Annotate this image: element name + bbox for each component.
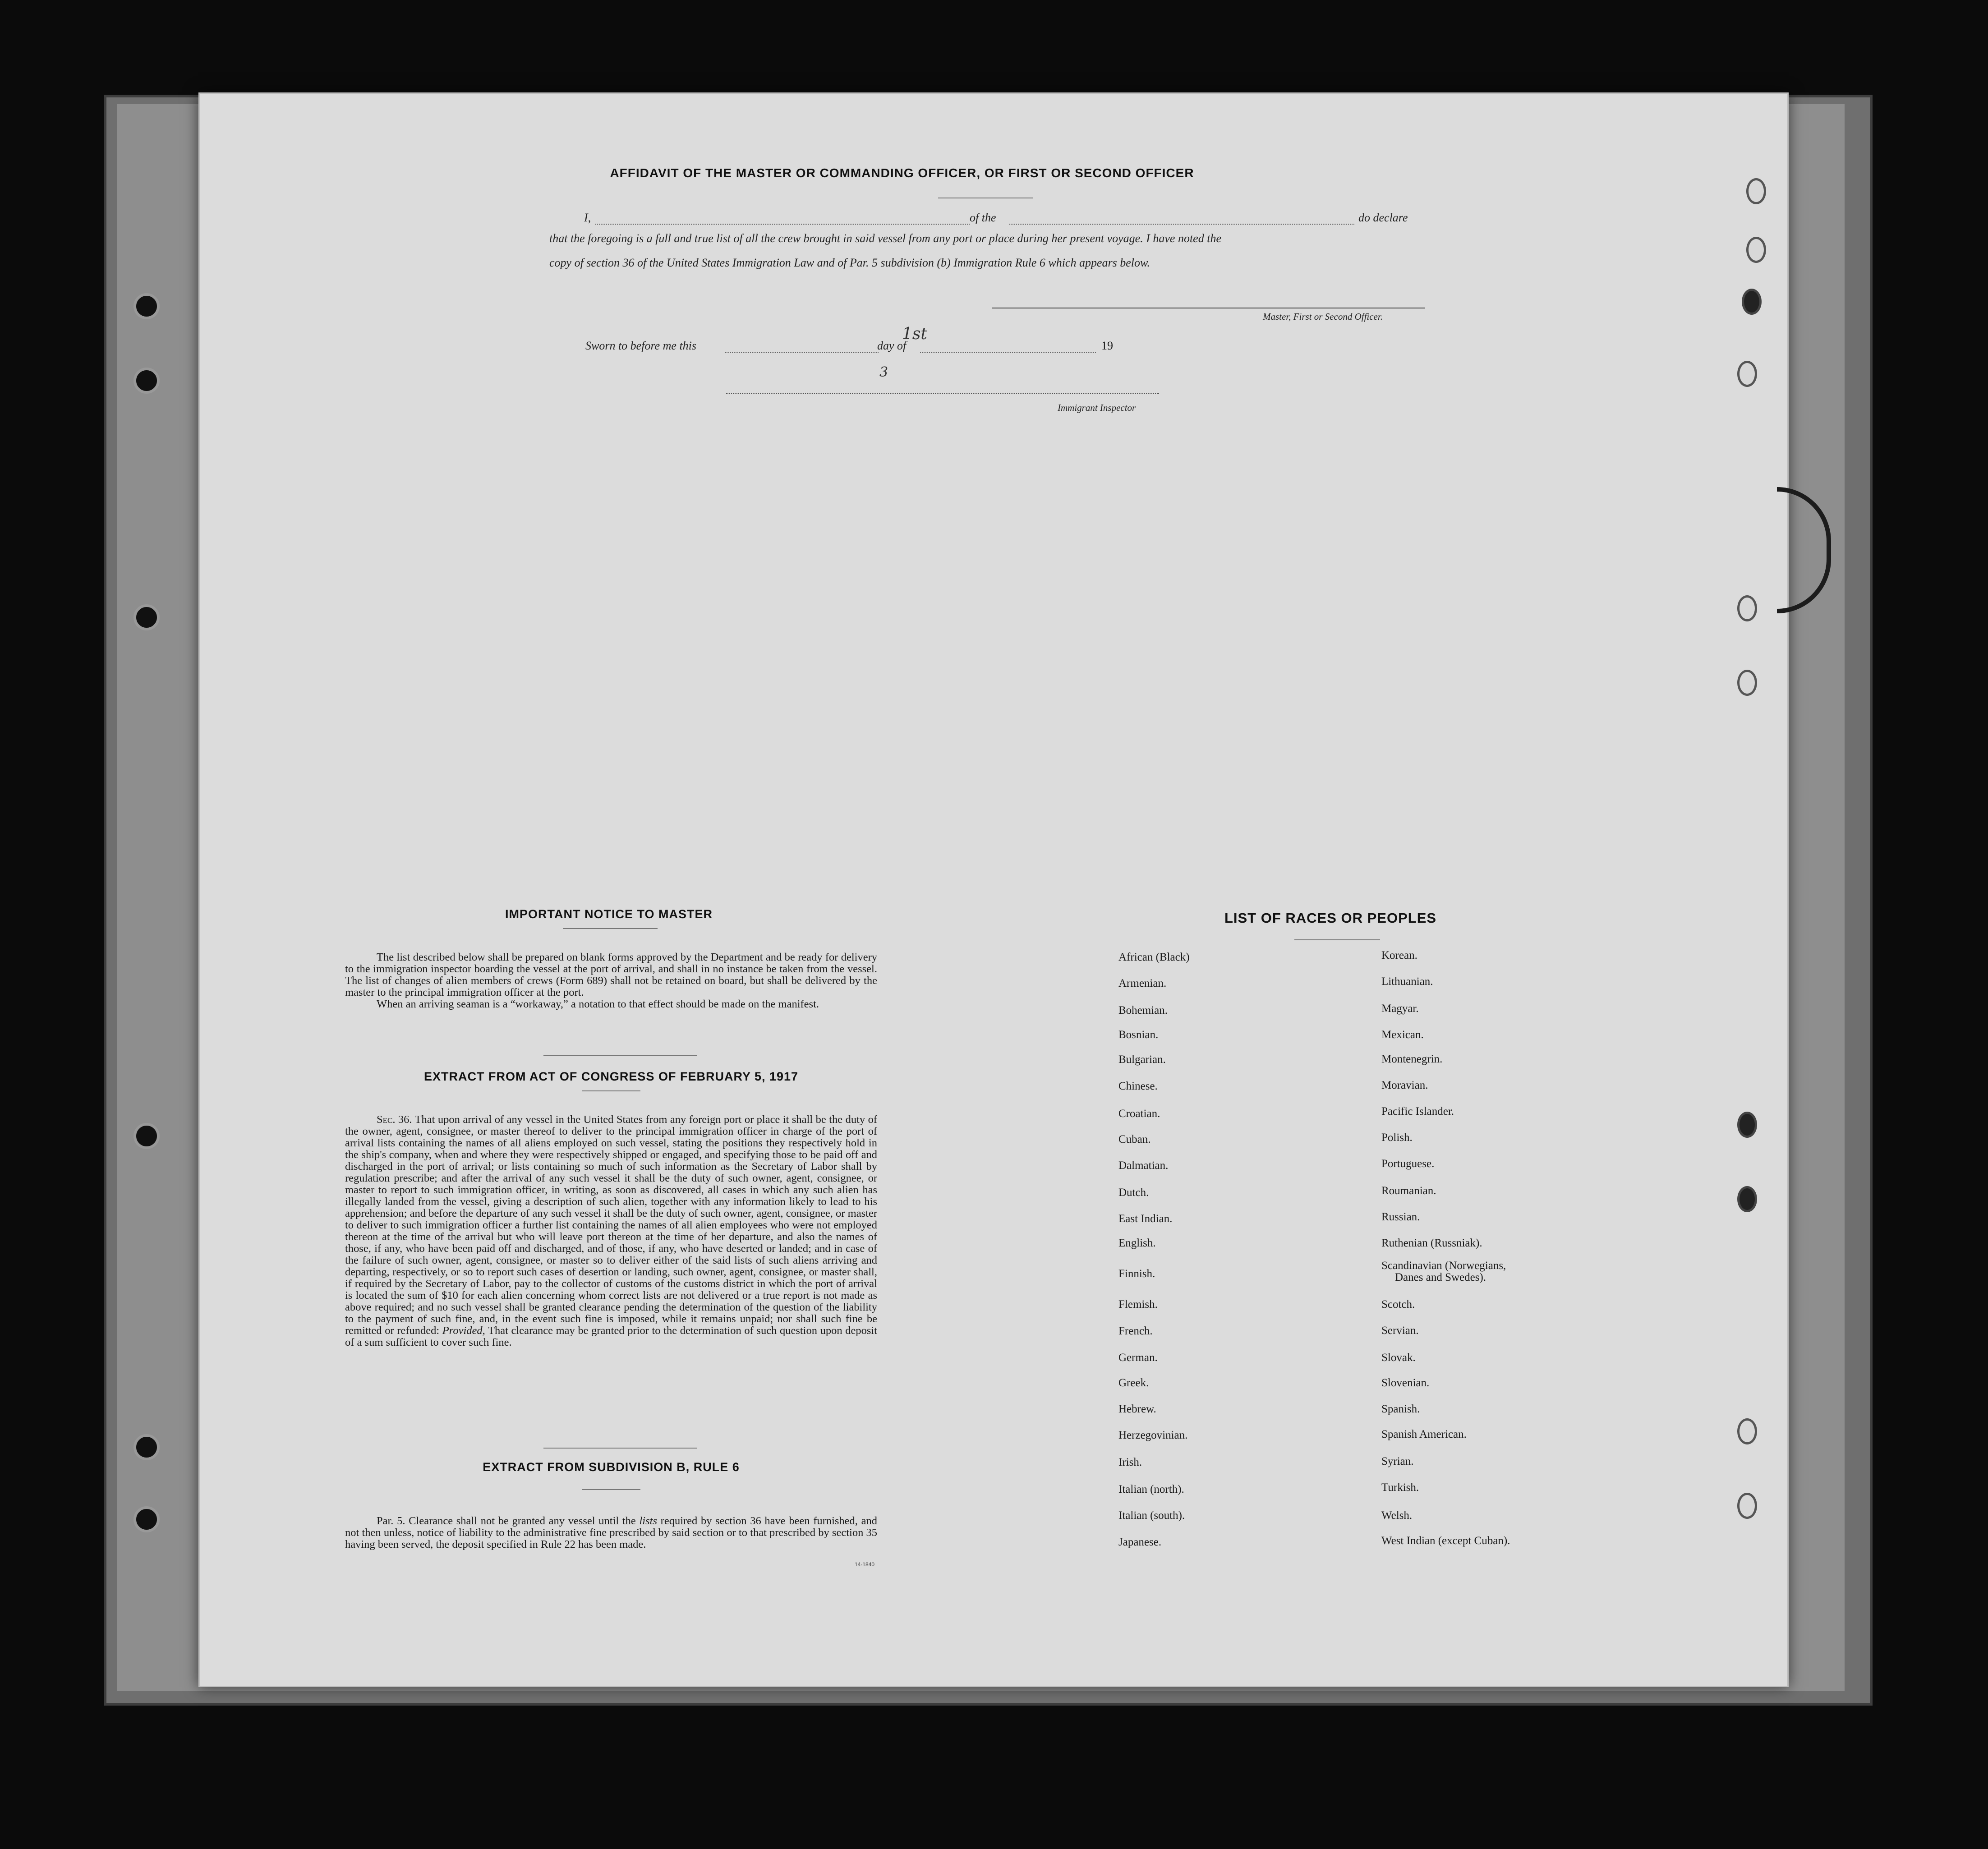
binder-hole-icon: [133, 1123, 160, 1149]
races-title: LIST OF RACES OR PEOPLES: [1224, 910, 1437, 926]
punch-hole-icon: [1742, 289, 1762, 315]
race-right-item: Welsh.: [1381, 1509, 1413, 1522]
notice-body: [345, 952, 877, 1010]
race-right-item: Russian.: [1381, 1211, 1420, 1223]
race-right-item: Magyar.: [1381, 1003, 1419, 1015]
race-left-item: German.: [1118, 1352, 1158, 1364]
race-left-item: Croatian.: [1118, 1108, 1160, 1120]
name-blank: [595, 223, 970, 225]
race-left-item: Finnish.: [1118, 1268, 1155, 1280]
act-text-end: That clearance may be granted prior to the determination of such question upon deposit of a sum sufficient to cover such fine.: [345, 1325, 877, 1348]
notice-title: IMPORTANT NOTICE TO MASTER: [505, 907, 713, 921]
rule-text-b: required by section 36 have been furnished, and not then unless, notice of liability to the administrative fine prescribed by said section or to that prescribed by section 35 having been served, the deposit specified in Rule 22 has been made.: [345, 1515, 877, 1550]
race-left-item: African (Black): [1118, 951, 1190, 963]
signature-line: [992, 307, 1425, 308]
race-right-item: Turkish.: [1381, 1481, 1419, 1494]
affidavit-of-the: of the: [970, 211, 996, 224]
race-right-item: Slovak.: [1381, 1352, 1416, 1364]
punch-hole-icon: [1737, 670, 1757, 696]
race-left-item: Herzegovinian.: [1118, 1429, 1188, 1441]
race-left-item: Italian (south).: [1118, 1509, 1185, 1522]
race-right-item: Portuguese.: [1381, 1158, 1435, 1170]
race-left-item: Dutch.: [1118, 1187, 1149, 1199]
race-right-item: Slovenian.: [1381, 1377, 1430, 1389]
race-left-item: Greek.: [1118, 1377, 1149, 1389]
race-right-item: Spanish American.: [1381, 1428, 1467, 1440]
race-right-item: Danes and Swedes).: [1395, 1271, 1486, 1283]
race-right-item: Spanish.: [1381, 1403, 1420, 1415]
affidavit-title: AFFIDAVIT OF THE MASTER OR COMMANDING OFFICER, OR FIRST OR SECOND OFFICER: [610, 166, 1194, 180]
handwritten-day: 1st: [902, 325, 927, 343]
binder-hole-icon: [133, 293, 160, 319]
punch-hole-icon: [1746, 237, 1766, 263]
punch-hole-icon: [1737, 1418, 1757, 1444]
race-right-item: Montenegrin.: [1381, 1053, 1443, 1065]
affidavit-line-3: copy of section 36 of the United States Immigration Law and of Par. 5 subdivision (b) Immigration Rule 6 which appears below.: [549, 256, 1150, 269]
binder-hole-icon: [133, 368, 160, 394]
act-extract-body: [345, 1114, 877, 1348]
sworn-text: Sworn to before me this: [585, 339, 697, 352]
section-label: Sec. 36.: [377, 1113, 412, 1126]
punch-hole-icon: [1746, 178, 1766, 204]
notice-paragraph-2: When an arriving seaman is a “workaway,” a notation to that effect should be made on the manifest.: [377, 998, 819, 1010]
binder-hole-icon: [133, 1434, 160, 1460]
race-right-item: Scotch.: [1381, 1298, 1415, 1311]
handwritten-month: 3: [879, 364, 888, 380]
sworn-month-blank: [920, 351, 1096, 353]
affidavit-i: I,: [584, 211, 591, 224]
notice-paragraph-1: The list described below shall be prepared on blank forms approved by the Department and be ready for delivery to the immigration inspector boarding the vessel at the port of arrival, and shall in no instance be taken from the vessel. The list of changes of alien members of crews (Form 689) shall not be retained on board, but shall be delivered by the master to the principal immigration officer at the port.: [345, 951, 877, 998]
race-left-item: Irish.: [1118, 1456, 1142, 1468]
race-left-item: Armenian.: [1118, 977, 1167, 989]
race-left-item: Dalmatian.: [1118, 1159, 1169, 1172]
section-divider: [543, 1055, 697, 1056]
act-text: That upon arrival of any vessel in the United States from any foreign port or place it shall be the duty of the owner, agent, consignee, or master thereof to deliver to the principal immigration officer in charge of the port of arrival lists containing the names of all aliens employed on such vessel, stating the positions they respectively hold in the ship's company, when and where they were respectively shipped or engaged, and specifying those to be paid off and discharged in the port of arrival; or lists containing so much of such information as the Secretary of Labor shall by regulation prescribe; and after the arrival of any such vessel it shall be the duty of such owner, agent, consignee, or master to report to such immigration officer, in writing, as soon as discovered, all cases in which any such alien has illegally landed from the vessel, giving a description of such alien, together with any information likely to lead to his apprehension; and before the departure of any such vessel it shall be the duty of such owner, agent, consignee, or master to deliver to such immigration officer a further list containing the names of all alien employees who were not employed thereon at the time of the arrival but who will leave port thereon at the time of her departure, and also the names of those, if any, who have been paid off and discharged, and of those, if any, who have deserted or landed; and in case of the failure of such owner, agent, consignee, or master so to deliver either of the said lists of such aliens arriving and departing, respectively, or so to report such cases of desertion or landing, such owner, agent, consignee, or master shall, if required by the Secretary of Labor, pay to the collector of customs of the customs district in which the port of arrival is located the sum of $10 for each alien concerning whom correct lists are not delivered or a true report is not made as above required; and no such vessel shall be granted clearance pending the determination of the question of the liability to the payment of such fine, and, in the event such fine is imposed, while it remains unpaid; nor shall such fine be remitted or refunded:: [345, 1113, 877, 1337]
sworn-year: 19: [1101, 339, 1113, 352]
race-right-item: West Indian (except Cuban).: [1381, 1535, 1510, 1547]
punch-hole-icon: [1737, 1493, 1757, 1519]
affidavit-do-declare: do declare: [1358, 211, 1408, 224]
races-title-rule: [1294, 939, 1380, 940]
inspector-caption: Immigrant Inspector: [1058, 402, 1136, 413]
race-right-item: Roumanian.: [1381, 1185, 1436, 1197]
signature-caption: Master, First or Second Officer.: [1263, 311, 1383, 322]
race-right-item: Servian.: [1381, 1325, 1419, 1337]
act-title-rule: [582, 1090, 640, 1091]
rule-extract-title: EXTRACT FROM SUBDIVISION B, RULE 6: [483, 1460, 740, 1474]
sworn-day-of: day of: [877, 339, 907, 352]
race-left-item: Cuban.: [1118, 1133, 1151, 1145]
vessel-blank: [1009, 223, 1354, 225]
binder-hole-icon: [133, 1506, 160, 1532]
notice-title-rule: [563, 928, 658, 929]
punch-hole-icon: [1737, 361, 1757, 387]
sworn-day-blank: [725, 351, 879, 353]
binder-hole-icon: [133, 604, 160, 630]
race-right-item: Ruthenian (Russniak).: [1381, 1237, 1482, 1249]
race-right-item: Moravian.: [1381, 1079, 1428, 1091]
rule-text-a: Par. 5. Clearance shall not be granted any vessel until the: [377, 1515, 640, 1527]
punch-hole-icon: [1737, 1112, 1757, 1138]
race-right-item: Lithuanian.: [1381, 975, 1433, 988]
race-right-item: Pacific Islander.: [1381, 1105, 1454, 1118]
act-extract-title: EXTRACT FROM ACT OF CONGRESS OF FEBRUARY 5, 1917: [423, 1070, 799, 1083]
rule-extract-body: [345, 1515, 877, 1550]
form-number: 14-1840: [855, 1561, 875, 1568]
race-left-item: Bosnian.: [1118, 1029, 1159, 1041]
rule-title-rule: [582, 1489, 640, 1490]
race-left-item: Bulgarian.: [1118, 1053, 1166, 1066]
race-left-item: English.: [1118, 1237, 1156, 1249]
rule-lists: lists: [639, 1515, 657, 1527]
race-left-item: Italian (north).: [1118, 1483, 1184, 1495]
race-left-item: Japanese.: [1118, 1536, 1162, 1548]
race-left-item: Chinese.: [1118, 1080, 1158, 1092]
punch-hole-icon: [1737, 595, 1757, 621]
section-divider: [543, 1448, 697, 1449]
document-page: [198, 92, 1789, 1687]
race-left-item: Hebrew.: [1118, 1403, 1156, 1415]
race-right-item: Mexican.: [1381, 1029, 1424, 1041]
race-right-item: Korean.: [1381, 949, 1417, 961]
race-left-item: Flemish.: [1118, 1298, 1158, 1311]
race-left-item: East Indian.: [1118, 1213, 1173, 1225]
race-right-item: Polish.: [1381, 1131, 1413, 1144]
race-left-item: French.: [1118, 1325, 1153, 1337]
race-left-item: Bohemian.: [1118, 1004, 1168, 1016]
punch-hole-icon: [1737, 1186, 1757, 1212]
race-right-item: Syrian.: [1381, 1455, 1414, 1467]
race-right-item: Scandinavian (Norwegians,: [1381, 1260, 1506, 1272]
affidavit-line-2: that the foregoing is a full and true list of all the crew brought in said vessel from any port or place during her present voyage. I have noted the: [549, 232, 1221, 245]
inspector-signature-line: [726, 392, 1159, 394]
act-provided: Provided,: [442, 1325, 485, 1337]
